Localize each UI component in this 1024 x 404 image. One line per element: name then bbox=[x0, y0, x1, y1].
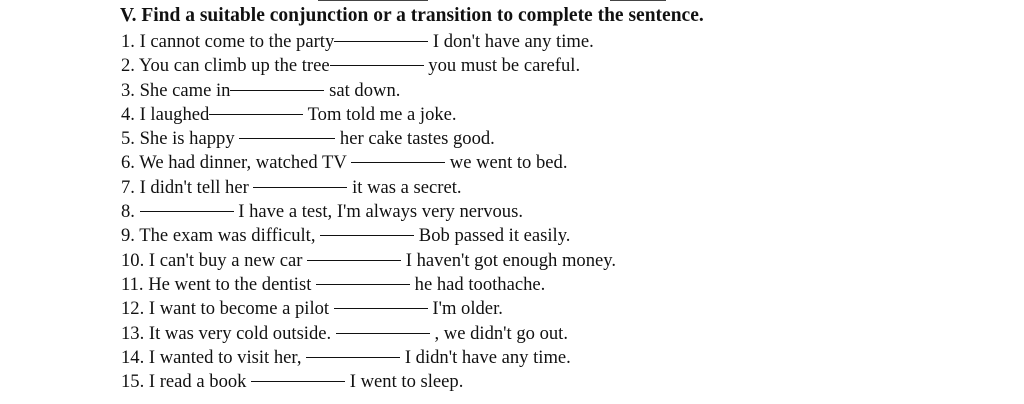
sentence-end: you must be careful. bbox=[423, 55, 581, 77]
sentence-start: 9. The exam was difficult, bbox=[121, 225, 321, 247]
cut-off-rule bbox=[318, 0, 428, 1]
sentence-item bbox=[121, 370, 616, 394]
sentence-end: I went to sleep. bbox=[345, 371, 464, 393]
sentence-item bbox=[121, 249, 616, 273]
sentence-end: sat down. bbox=[324, 79, 401, 101]
sentence-start: 7. I didn't tell her bbox=[121, 176, 254, 198]
sentence-item bbox=[121, 151, 616, 175]
sentence-list bbox=[121, 30, 616, 394]
sentence-start: 11. He went to the dentist bbox=[121, 273, 317, 295]
answer-blank[interactable] bbox=[230, 89, 324, 91]
sentence-item bbox=[121, 273, 616, 297]
sentence-end: I didn't have any time. bbox=[400, 346, 571, 368]
sentence-start: 5. She is happy bbox=[121, 128, 240, 150]
sentence-item bbox=[121, 103, 616, 127]
answer-blank[interactable] bbox=[140, 210, 234, 212]
answer-blank[interactable] bbox=[307, 259, 401, 261]
sentence-end: I'm older. bbox=[427, 298, 503, 320]
answer-blank[interactable] bbox=[320, 234, 414, 236]
answer-blank[interactable] bbox=[239, 137, 335, 139]
sentence-start: 4. I laughed bbox=[121, 103, 210, 125]
sentence-end: it was a secret. bbox=[347, 176, 462, 198]
answer-blank[interactable] bbox=[251, 380, 345, 382]
answer-blank[interactable] bbox=[253, 186, 347, 188]
sentence-start: 15. I read a book bbox=[121, 371, 252, 393]
answer-blank[interactable] bbox=[316, 283, 410, 285]
sentence-start: 3. She came in bbox=[121, 79, 231, 101]
answer-blank[interactable] bbox=[334, 40, 428, 42]
sentence-item bbox=[121, 200, 616, 224]
sentence-end: we went to bed. bbox=[445, 152, 568, 174]
sentence-start: 8. bbox=[121, 201, 140, 223]
sentence-start: 12. I want to become a pilot bbox=[121, 298, 334, 320]
answer-blank[interactable] bbox=[209, 113, 303, 115]
sentence-end: Bob passed it easily. bbox=[414, 225, 571, 247]
sentence-item bbox=[121, 54, 616, 78]
answer-blank[interactable] bbox=[334, 307, 428, 309]
sentence-item bbox=[121, 79, 616, 103]
answer-blank[interactable] bbox=[306, 356, 400, 358]
sentence-item bbox=[121, 297, 616, 321]
sentence-end: I haven't got enough money. bbox=[401, 249, 617, 271]
sentence-item bbox=[121, 176, 616, 200]
sentence-start: 1. I cannot come to the party bbox=[121, 31, 335, 52]
sentence-end: her cake tastes good. bbox=[335, 128, 495, 150]
answer-blank[interactable] bbox=[330, 64, 424, 66]
sentence-start: 13. It was very cold outside. bbox=[121, 322, 336, 344]
sentence-end: he had toothache. bbox=[410, 273, 546, 295]
sentence-item bbox=[121, 127, 616, 151]
sentence-end: I don't have any time. bbox=[428, 31, 594, 52]
sentence-end: I have a test, I'm always very nervous. bbox=[233, 201, 523, 223]
sentence-start: 2. You can climb up the tree bbox=[121, 55, 330, 77]
answer-blank[interactable] bbox=[351, 161, 445, 163]
sentence-end: Tom told me a joke. bbox=[303, 103, 457, 125]
sentence-end: , we didn't go out. bbox=[429, 322, 568, 344]
sentence-start: 10. I can't buy a new car bbox=[121, 249, 308, 271]
sentence-item bbox=[121, 322, 616, 346]
sentence-item bbox=[121, 30, 616, 54]
sentence-start: 14. I wanted to visit her, bbox=[121, 346, 307, 368]
sentence-item bbox=[121, 346, 616, 370]
sentence-start: 6. We had dinner, watched TV bbox=[121, 152, 352, 174]
exercise-heading: V. Find a suitable conjunction or a transition to complete the sentence. bbox=[120, 5, 704, 26]
sentence-item bbox=[121, 224, 616, 248]
cut-off-rule bbox=[610, 0, 666, 1]
answer-blank[interactable] bbox=[336, 332, 430, 334]
